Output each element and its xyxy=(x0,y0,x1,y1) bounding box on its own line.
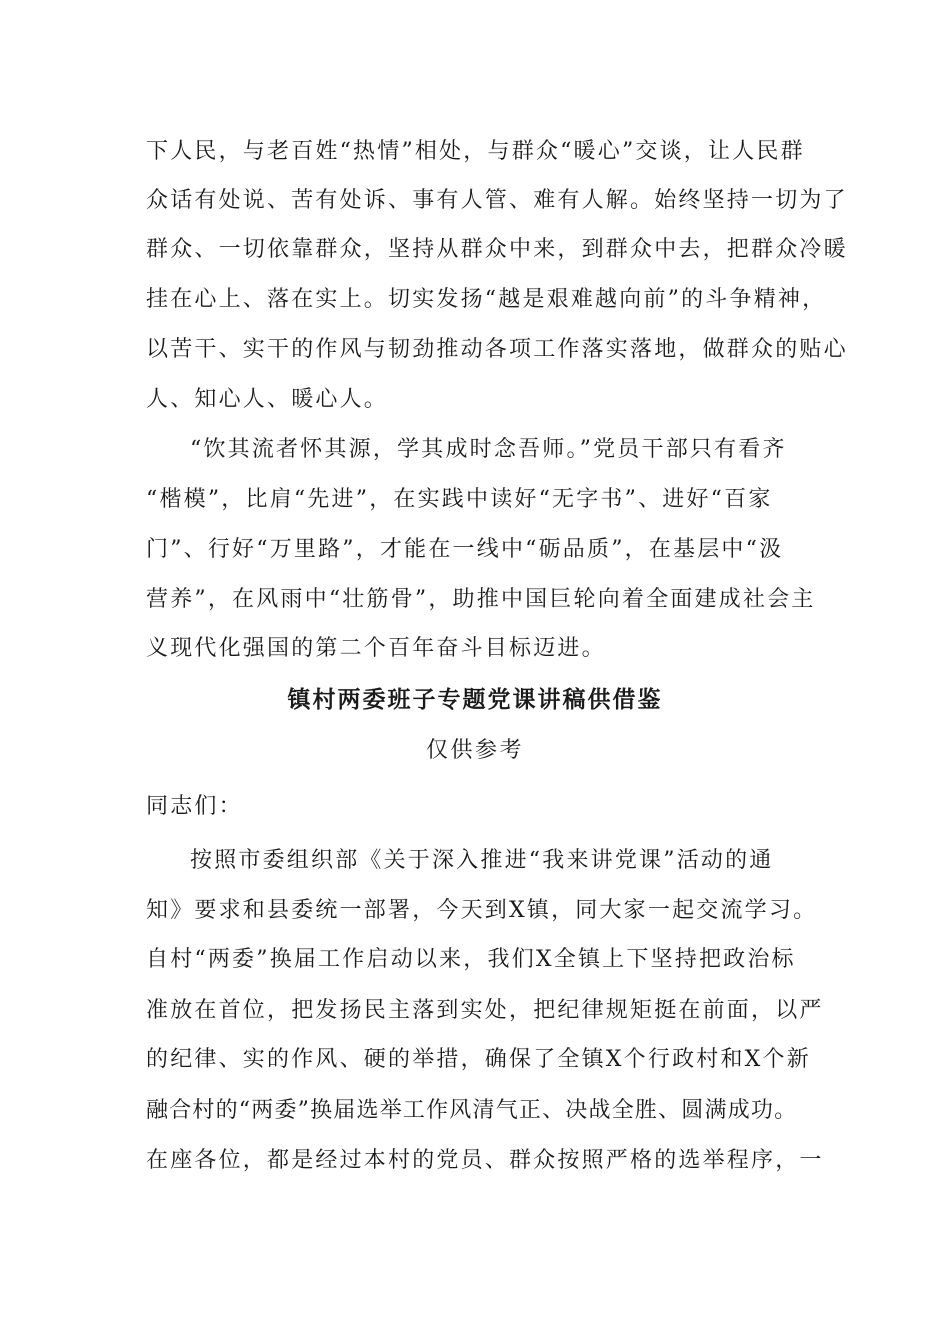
paragraph-1-line-5: 以苦干、实干的作风与韧劲推动各项工作落实落地，做群众的贴心 xyxy=(146,337,848,362)
paragraph-2-line-1: “饮其流者怀其源，学其成时念吾师。”党员干部只有看齐 xyxy=(190,437,787,462)
paragraph-1-line-1: 下人民，与老百姓“热情”相处，与群众“暖心”交谈，让人民群 xyxy=(146,139,805,164)
paragraph-1-line-3: 群众、一切依靠群众，坚持从群众中来，到群众中去，把群众冷暖 xyxy=(146,237,848,262)
paragraph-2-line-3: 门”、行好“万里路”，才能在一线中“砺品质”，在基层中“汲 xyxy=(146,537,784,562)
paragraph-1-line-4: 挂在心上、落在实上。切实发扬“越是艰难越向前”的斗争精神， xyxy=(146,287,827,312)
paragraph-2-line-2: “楷模”，比肩“先进”，在实践中读好“无字书”、进好“百家 xyxy=(146,487,773,512)
article-body-line-4: 准放在首位，把发扬民主落到实处，把纪律规矩挺在前面，以严 xyxy=(146,998,824,1023)
article-body-line-7: 在座各位，都是经过本村的党员、群众按照严格的选举程序，一 xyxy=(146,1148,824,1173)
salutation: 同志们： xyxy=(146,794,243,819)
article-body-line-5: 的纪律、实的作风、硬的举措，确保了全镇X个行政村和X个新 xyxy=(146,1047,811,1072)
article-body-line-1: 按照市委组织部《关于深入推进“我来讲党课”活动的通 xyxy=(190,848,774,873)
article-body-line-3: 自村“两委”换届工作启动以来，我们X全镇上下坚持把政治标 xyxy=(146,947,796,972)
paragraph-2-line-5: 义现代化强国的第二个百年奋斗目标迈进。 xyxy=(146,636,606,661)
paragraph-2-line-4: 营养”，在风雨中“壮筋骨”，助推中国巨轮向着全面建成社会主 xyxy=(146,587,816,612)
article-body-line-2: 知》要求和县委统一部署，今天到X镇，同大家一起交流学习。 xyxy=(146,898,818,923)
paragraph-1-line-2: 众话有处说、苦有处诉、事有人管、难有人解。始终坚持一切为了 xyxy=(146,188,848,213)
article-subtitle: 仅供参考 xyxy=(425,738,524,763)
article-title: 镇村两委班子专题党课讲稿供借鉴 xyxy=(287,687,663,713)
article-body-line-6: 融合村的“两委”换届选举工作风清气正、决战全胜、圆满成功。 xyxy=(146,1098,798,1123)
paragraph-1-line-6: 人、知心人、暖心人。 xyxy=(146,387,389,412)
